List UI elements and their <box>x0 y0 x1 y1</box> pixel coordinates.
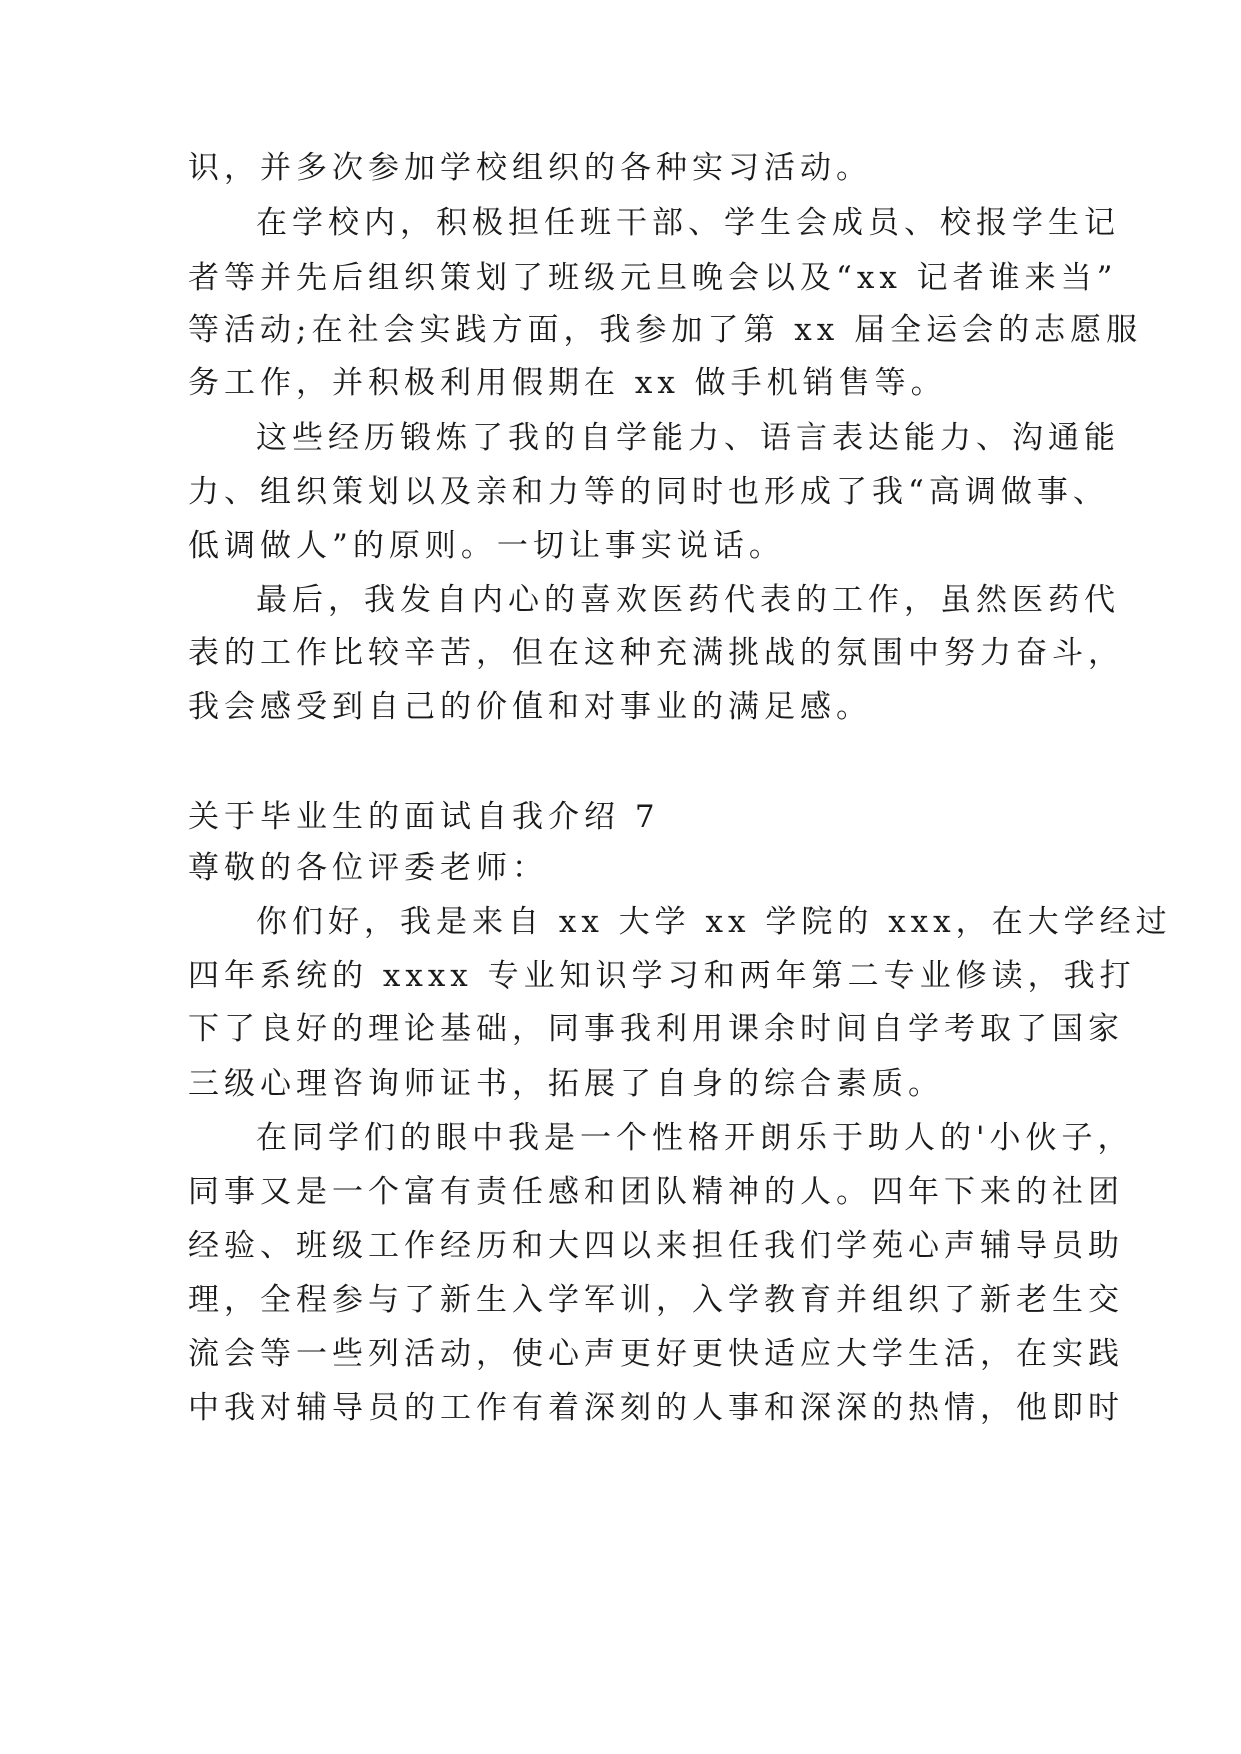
paragraph-line: 在学校内，积极担任班干部、学生会成员、校报学生记 <box>256 205 1120 241</box>
paragraph-line: 我会感受到自己的价值和对事业的满足感。 <box>188 689 872 725</box>
paragraph-line: 在同学们的眼中我是一个性格开朗乐于助人的'小伙子， <box>256 1120 1134 1156</box>
paragraph-line: 最后，我发自内心的喜欢医药代表的工作，虽然医药代 <box>256 582 1120 618</box>
paragraph-line: 四年系统的 xxxx 专业知识学习和两年第二专业修读，我打 <box>188 958 1136 994</box>
paragraph-line: 识，并多次参加学校组织的各种实习活动。 <box>188 150 872 186</box>
paragraph-line: 三级心理咨询师证书，拓展了自身的综合素质。 <box>188 1066 944 1102</box>
paragraph-line: 中我对辅导员的工作有着深刻的人事和深深的热情，他即时 <box>188 1390 1124 1426</box>
paragraph-line: 者等并先后组织策划了班级元旦晚会以及“xx 记者谁来当” <box>188 260 1118 296</box>
paragraph-line: 表的工作比较辛苦，但在这种充满挑战的氛围中努力奋斗， <box>188 635 1124 671</box>
paragraph-line: 等活动;在社会实践方面，我参加了第 xx 届全运会的志愿服 <box>188 312 1143 348</box>
paragraph-line: 流会等一些列活动，使心声更好更快适应大学生活，在实践 <box>188 1336 1124 1372</box>
salutation: 尊敬的各位评委老师： <box>188 850 548 886</box>
paragraph-line: 经验、班级工作经历和大四以来担任我们学苑心声辅导员助 <box>188 1228 1124 1264</box>
paragraph-line: 力、组织策划以及亲和力等的同时也形成了我“高调做事、 <box>188 474 1109 510</box>
paragraph-line: 理，全程参与了新生入学军训，入学教育并组织了新老生交 <box>188 1282 1124 1318</box>
paragraph-line: 务工作，并积极利用假期在 xx 做手机销售等。 <box>188 365 947 401</box>
paragraph-line: 低调做人”的原则。一切让事实说话。 <box>188 528 785 564</box>
paragraph-line: 这些经历锻炼了我的自学能力、语言表达能力、沟通能 <box>256 420 1120 456</box>
paragraph-line: 下了良好的理论基础，同事我利用课余时间自学考取了国家 <box>188 1011 1124 1047</box>
section-title: 关于毕业生的面试自我介绍 7 <box>188 799 660 835</box>
paragraph-line: 你们好，我是来自 xx 大学 xx 学院的 xxx，在大学经过 <box>256 904 1172 940</box>
paragraph-line: 同事又是一个富有责任感和团队精神的人。四年下来的社团 <box>188 1174 1124 1210</box>
